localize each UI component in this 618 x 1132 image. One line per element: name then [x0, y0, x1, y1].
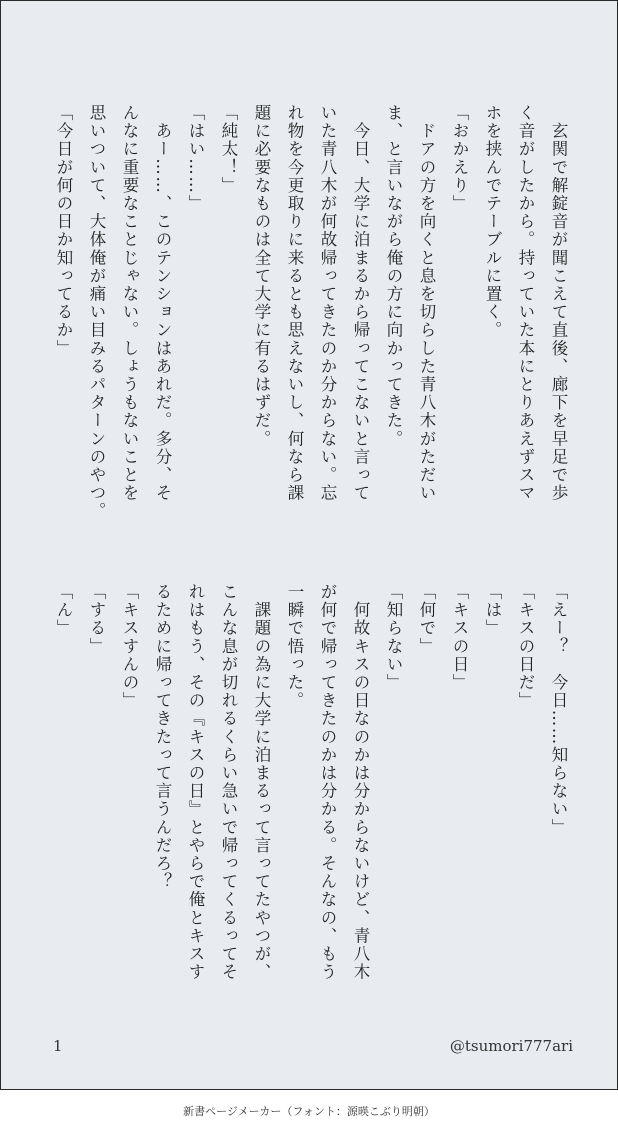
text-block-top — [47, 104, 575, 534]
text-line: るために帰ってきたって言うんだろ？ — [153, 583, 172, 891]
text-line: んなに重要なことじゃない。しょうもないことを — [120, 104, 139, 503]
text-line: 課題の為に大学に泊まるって言ってたやつが、 — [252, 583, 271, 982]
text-line: ホを挟んでテーブルに置く。 — [483, 104, 502, 340]
text-line: 「ん」 — [54, 583, 73, 638]
text-line: 「はい……」 — [186, 104, 205, 213]
text-line: 「えー？ 今日……知らない」 — [549, 583, 568, 837]
text-line: れ物を今更取りに来るとも思えないし、何なら課 — [285, 104, 304, 503]
text-line: 玄関で解錠音が聞こえて直後、廊下を早足で歩 — [549, 104, 568, 503]
text-line: 何故キスの日なのかは分からないけど、青八木 — [351, 583, 370, 982]
text-line: 「キスの日だ」 — [516, 583, 535, 710]
text-line: れはもう、その『キスの日』とやらで俺とキスす — [186, 583, 205, 982]
text-line: 今日、大学に泊まるから帰ってこないと言って — [351, 104, 370, 503]
text-line: く音がしたから。持っていた本にとりあえずスマ — [516, 104, 535, 503]
text-block-bottom — [47, 583, 575, 1013]
text-line: いた青八木が何故帰ってきたのか分からない。忘 — [318, 104, 337, 503]
text-line: 「おかえり」 — [450, 104, 469, 213]
text-line: 「今日が何の日か知ってるか」 — [54, 104, 73, 358]
text-line: 思いついて、大体俺が痛い目みるパターンのやつ。 — [87, 104, 106, 521]
text-line: 「キスすんの」 — [120, 583, 139, 710]
page-number: 1 — [53, 1037, 63, 1055]
author-handle: @tsumori777ari — [449, 1037, 573, 1055]
text-line: ドアの方を向くと息を切らした青八木がただい — [417, 104, 436, 503]
text-line: 「純太！」 — [219, 104, 238, 195]
text-line: あー……、このテンションはあれだ。多分、そ — [153, 104, 172, 503]
text-line: 「知らない」 — [384, 583, 403, 692]
text-line: 「何で」 — [417, 583, 436, 656]
text-line: 「キスの日」 — [450, 583, 469, 692]
text-line: 一瞬で悟った。 — [285, 583, 304, 710]
text-line: こんな息が切れるくらい急いで帰ってくるってそ — [219, 583, 238, 982]
text-line: が何で帰ってきたのかは分かる。そんなの、もう — [318, 583, 337, 982]
text-line: 題に必要なものは全て大学に有るはずだ。 — [252, 104, 271, 448]
generator-caption: 新書ページメーカー（フォント：源暎こぶり明朝） — [183, 1105, 435, 1118]
text-line: ま、と言いながら俺の方に向かってきた。 — [384, 104, 403, 448]
text-line: 「する」 — [87, 583, 106, 656]
text-line: 「は」 — [483, 583, 502, 638]
